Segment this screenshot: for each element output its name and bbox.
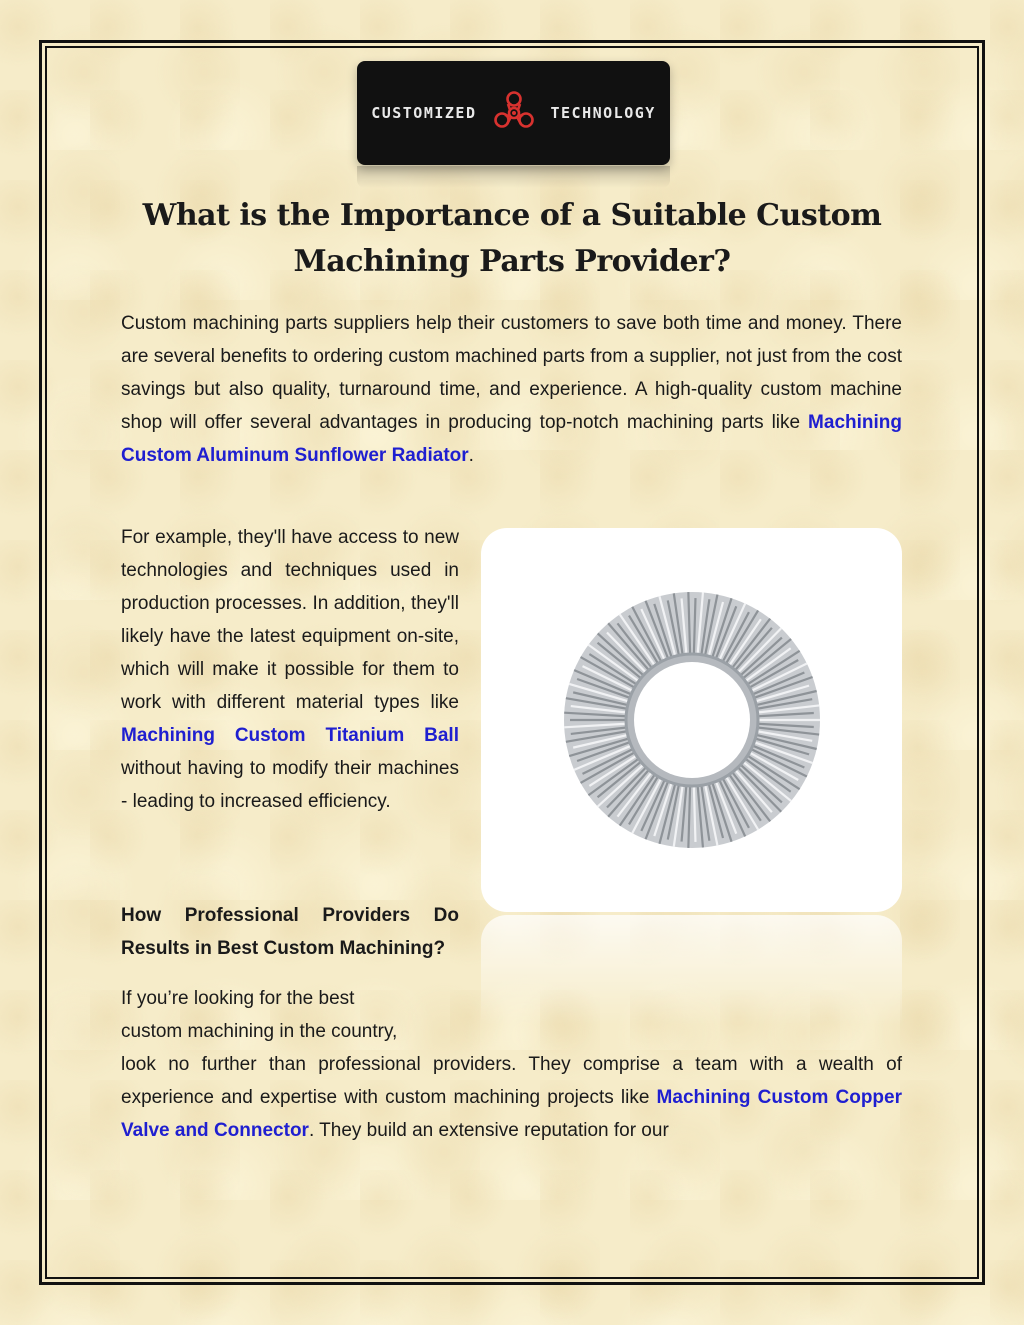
logo-reflection (357, 166, 670, 188)
title-line-1: What is the Importance of a Suitable Custom (142, 198, 882, 233)
radiator-center-hole (634, 662, 750, 778)
logo (357, 61, 670, 165)
sunflower-radiator-image (481, 528, 902, 912)
example-paragraph (121, 521, 459, 818)
intro-paragraph (121, 307, 902, 472)
providers-intro (121, 982, 459, 1048)
providers-paragraph (121, 1048, 902, 1147)
logo-left-text: CUSTOMIZED (371, 104, 477, 122)
intro-text-end: . (468, 445, 474, 466)
title-line-2: Machining Parts Provider? (293, 244, 731, 279)
example-text-end: without having to modify their machines - leading to increased efficiency. (121, 758, 459, 812)
fidget-spinner-icon (491, 90, 537, 136)
logo-right-text: TECHNOLOGY (550, 104, 656, 122)
providers-text-end: . They build an extensive reputation for our (308, 1120, 669, 1141)
providers-line-1: If you’re looking for the best (121, 988, 355, 1009)
image-reflection (481, 915, 902, 1025)
radiator-illustration (542, 570, 842, 870)
link-copper-valve-connector[interactable]: Machining Custom Copper Valve and Connector (121, 1087, 902, 1141)
link-aluminum-sunflower-radiator[interactable]: Machining Custom Aluminum Sunflower Radiator (121, 412, 902, 466)
example-text: For example, they'll have access to new technologies and techniques used in production processes. In addition, they'll likely have the latest equipment on-site, which will make it possible for them to work with different material types like (121, 527, 459, 713)
section-heading: How Professional Providers Do Results in Best Custom Machining? (121, 905, 459, 959)
link-titanium-ball[interactable]: Machining Custom Titanium Ball (121, 725, 459, 746)
providers-text: look no further than professional providers. They comprise a team with a wealth of experience and expertise with custom machining projects like (121, 1054, 902, 1108)
providers-line-2: custom machining in the country, (121, 1021, 398, 1042)
intro-text: Custom machining parts suppliers help their customers to save both time and money. There are several benefits to ordering custom machined parts from a supplier, not just from the cost savings but also quality, turnaround time, and experience. A high-quality custom machine shop will offer several advantages in producing top-notch machining parts like (121, 313, 902, 433)
page-title (100, 193, 924, 285)
